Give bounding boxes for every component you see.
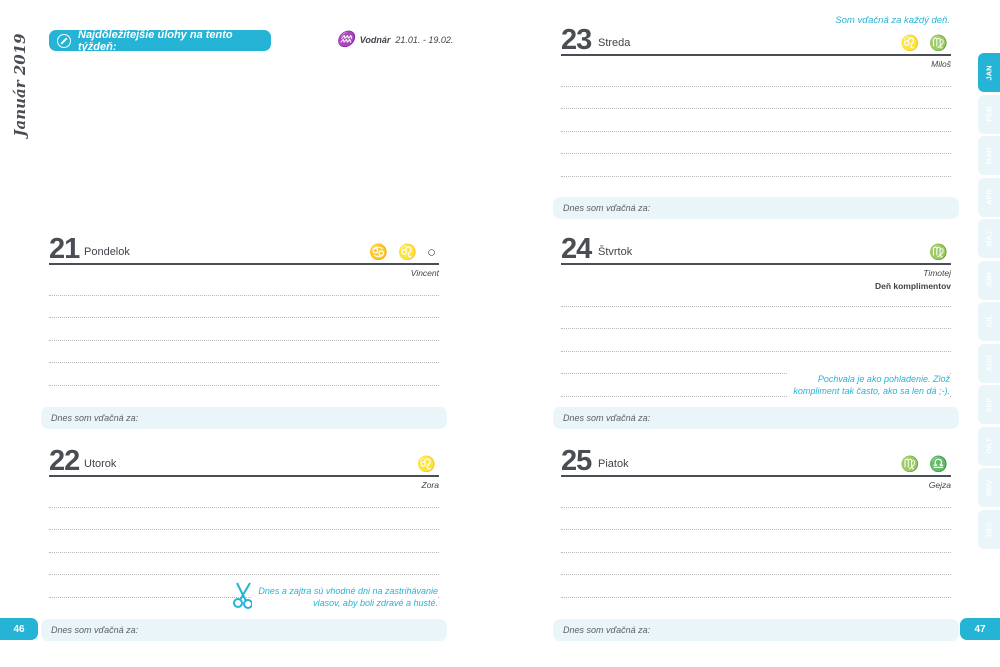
day-number: 22 [49,445,80,477]
name-day: Timotej [923,268,951,278]
tab-apr[interactable]: APR [978,178,1000,217]
thanks-field[interactable]: Dnes som vďačná za: [41,407,447,429]
day-number: 21 [49,233,80,265]
day-entry [561,24,951,69]
special-day: Deň komplimentov [874,281,951,291]
moon-zodiac-icon: ♌ ♍ [900,35,951,52]
page-number: 46 [0,618,38,640]
tab-dec[interactable]: DEC [978,510,1000,549]
tab-feb[interactable]: FEB [978,95,1000,134]
compliment-note: Pochvala je ako pohladenie. Zlož kompliment tak často, ako sa len dá ;-). [787,373,950,397]
tab-jan[interactable]: JAN [978,53,1000,92]
tab-nov[interactable]: NOV [978,468,1000,507]
tab-sep[interactable]: SEP [978,385,1000,424]
day-name: Streda [598,37,631,49]
tab-aug[interactable]: AUG [978,344,1000,383]
day-number: 23 [561,24,592,56]
day-name: Štvrtok [598,246,633,258]
tab-maj[interactable]: MÁJ [978,219,1000,258]
moon-zodiac-icon: ♍ ♎ [900,456,951,473]
name-day: Zora [421,480,439,490]
thanks-field[interactable]: Dnes som vďačná za: [41,619,447,641]
haircut-note: Dnes a zajtra sú vhodné dni na zastrihávanie vlasov, aby boli zdravé a husté. [252,585,438,609]
moon-zodiac-icon: ♌ [417,456,439,473]
day-name: Pondelok [84,246,130,258]
writing-lines[interactable] [561,485,951,598]
moon-zodiac-icon: ♍ [929,244,951,261]
day-number: 24 [561,233,592,265]
thanks-field[interactable]: Dnes som vďačná za: [553,197,959,219]
day-entry [561,445,951,490]
writing-lines[interactable] [561,64,951,177]
aquarius-icon: ♒ [336,31,355,48]
day-entry [49,445,439,490]
name-day: Vincent [410,268,439,278]
day-entry [49,233,439,278]
gratitude-quote: Som vďačná za každý deň. [835,15,950,26]
day-name: Piatok [598,458,629,470]
name-day: Miloš [931,59,951,69]
month-title: Január 2019 [11,33,29,137]
tab-okt[interactable]: OKT [978,427,1000,466]
month-tabs [978,53,1000,551]
day-name: Utorok [84,458,117,470]
pencil-icon [57,34,71,48]
zodiac-info: ♒ Vodnár 21.01. - 19.02. [336,31,454,48]
day-entry [561,233,951,291]
tab-mar[interactable]: MAR [978,136,1000,175]
page-number: 47 [960,618,1000,640]
thanks-field[interactable]: Dnes som vďačná za: [553,619,959,641]
thanks-field[interactable]: Dnes som vďačná za: [553,407,959,429]
name-day: Gejza [928,480,951,490]
tab-jul[interactable]: JÚL [978,302,1000,341]
writing-lines[interactable] [49,273,439,386]
day-number: 25 [561,445,592,477]
moon-zodiac-icon: ♋ ♌ ○ [369,244,439,261]
tab-jun[interactable]: JÚN [978,261,1000,300]
weekly-tasks-header: Najdôležitejšie úlohy na tento týždeň: [49,30,271,51]
